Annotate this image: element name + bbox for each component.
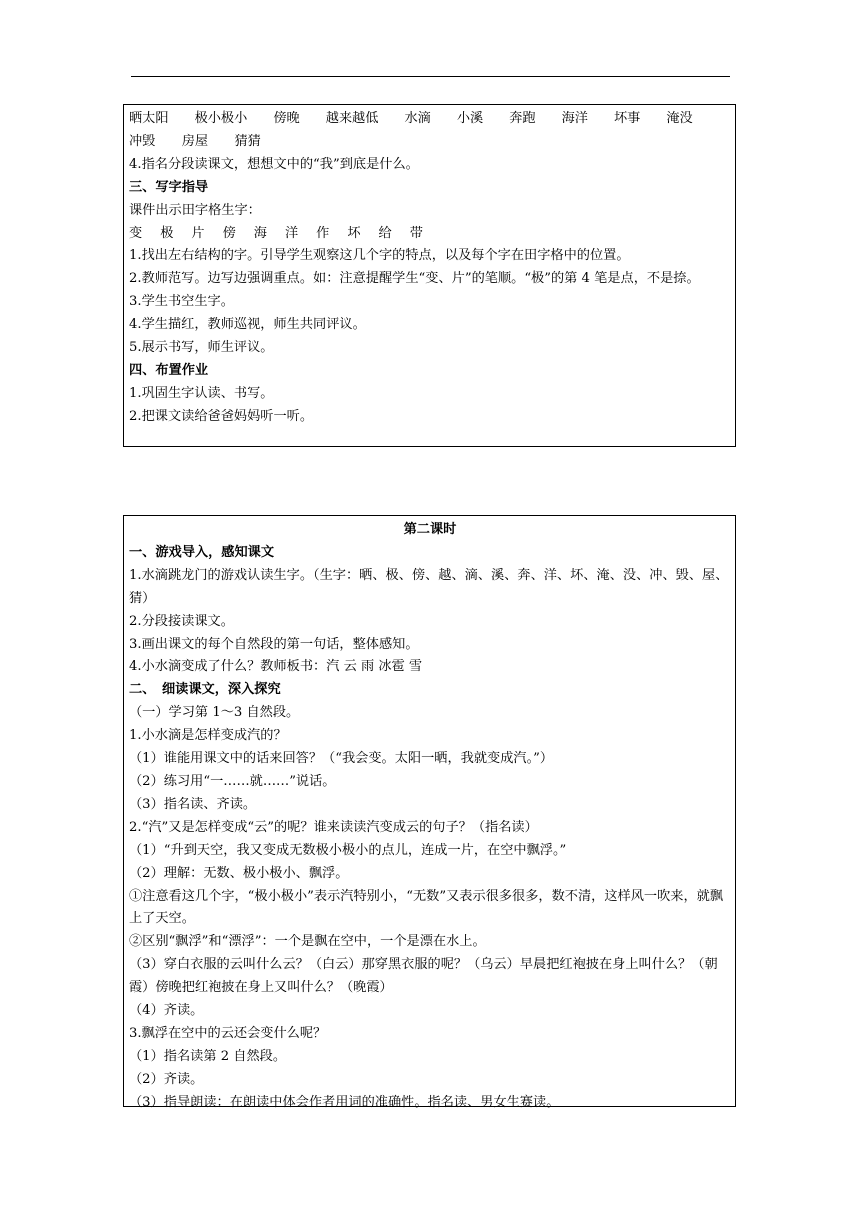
character: 海	[253, 225, 267, 241]
vocab-word: 海洋	[561, 111, 588, 126]
question-1-b: （2）练习用“一……就……”说话。	[129, 773, 336, 789]
vocab-row-2: 冲毁 房屋 猜猜	[129, 133, 261, 149]
character: 坏	[347, 225, 361, 241]
question-3-b: （2）齐读。	[129, 1071, 204, 1087]
heading-homework: 四、布置作业	[129, 362, 209, 378]
writing-step-2: 2.教师范写。边写边强调重点。如：注意提醒学生“变、片”的笔顺。“极”的第 4 笔是点，不是捺。	[129, 271, 700, 287]
vocab-word: 水滴	[404, 111, 431, 126]
character: 带	[409, 225, 423, 241]
vocab-row	[129, 108, 731, 131]
question-2-e: （3）穿白衣服的云叫什么云？（白云）那穿黑衣服的呢？（乌云）早晨把红袍披在身上叫什么？（朝霞）傍晚把红袍披在身上又叫什么？（晚霞）	[129, 957, 718, 996]
question-3: 3.飘浮在空中的云还会变什么呢？	[129, 1025, 327, 1041]
homework-2: 2.把课文读给爸爸妈妈听一听。	[129, 408, 314, 424]
question-1-c: （3）指名读、齐读。	[129, 796, 257, 812]
intro-step-3: 3.画出课文的每个自然段的第一句话，整体感知。	[129, 636, 419, 652]
vocab-word: 坏事	[613, 111, 641, 126]
question-3-c: （3）指导朗读：在朗读中体会作者用词的准确性。指名读、男女生赛读。	[129, 1094, 560, 1110]
writing-step-5: 5.展示书写，师生评议。	[129, 340, 274, 356]
question-2-f: （4）齐读。	[129, 1003, 204, 1019]
vocab-word: 淹没	[666, 111, 693, 126]
intro-step-1: 1.水滴跳龙门的游戏认读生字。（生字：晒、极、傍、越、滴、溪、奔、洋、坏、淹、没、冲、毁、屋、猜）	[129, 567, 729, 606]
character: 给	[378, 225, 392, 241]
character-row	[129, 223, 731, 246]
character: 变	[129, 225, 143, 241]
character: 作	[316, 225, 330, 241]
vocab-word: 小溪	[456, 111, 484, 126]
question-2-c: ①注意看这几个字，“极小极小”表示汽特别小，“无数”又表示很多很多，数不清，这样风一吹来，就飘上了天空。	[129, 888, 724, 927]
question-2-d: ②区别“飘浮”和“漂浮”：一个是飘在空中，一个是漂在水上。	[129, 934, 486, 950]
intro-step-2: 2.分段接读课文。	[129, 613, 234, 629]
question-2-a: （1）“升到天空，我又变成无数极小极小的点儿，连成一片，在空中飘浮。”	[129, 842, 567, 858]
subsection-1: （一）学习第 1～3 自然段。	[129, 705, 300, 721]
lesson-table-part2	[123, 515, 736, 1110]
heading-close-reading: 二、 细读课文，深入探究	[129, 682, 281, 698]
writing-step-3: 3.学生书空生字。	[129, 294, 234, 310]
question-2: 2.“汽”又是怎样变成“云”的呢？谁来读读汽变成云的句子？（指名读）	[129, 819, 538, 835]
character: 洋	[284, 225, 299, 241]
vocab-word: 奔跑	[509, 111, 536, 126]
intro-step-4: 4.小水滴变成了什么？教师板书：汽 云 雨 冰雹 雪	[129, 659, 423, 675]
vocab-word: 越来越低	[325, 111, 379, 126]
lesson-title: 第二课时	[403, 522, 457, 537]
writing-step-1: 1.找出左右结构的字。引导学生观察这几个字的特点，以及每个字在田字格中的位置。	[129, 248, 630, 264]
writing-step-4: 4.学生描红，教师巡视，师生共同评议。	[129, 317, 366, 333]
homework-1: 1.巩固生字认读、书写。	[129, 385, 274, 401]
vocab-word: 晒太阳	[129, 111, 169, 126]
heading-writing: 三、写字指导	[129, 179, 209, 195]
character: 极	[160, 225, 174, 241]
vocab-word: 傍晚	[273, 111, 300, 126]
step-4: 4.指名分段读课文，想想文中的“我”到底是什么。	[129, 156, 419, 172]
header-rule	[131, 76, 730, 77]
question-1-a: （1）谁能用课文中的话来回答？（“我会变。太阳一晒，我就变成汽。”）	[129, 751, 554, 767]
heading-intro: 一、游戏导入，感知课文	[129, 544, 275, 560]
writing-intro: 课件出示田字格生字：	[129, 202, 261, 218]
question-1: 1.小水滴是怎样变成汽的？	[129, 728, 287, 744]
question-3-a: （1）指名读第 2 自然段。	[129, 1048, 287, 1064]
character: 傍	[222, 225, 236, 241]
character: 片	[191, 225, 205, 241]
lesson-table-part1	[123, 104, 736, 447]
question-2-b: （2）理解：无数、极小极小、飘浮。	[129, 865, 349, 881]
vocab-word: 极小极小	[194, 111, 248, 126]
